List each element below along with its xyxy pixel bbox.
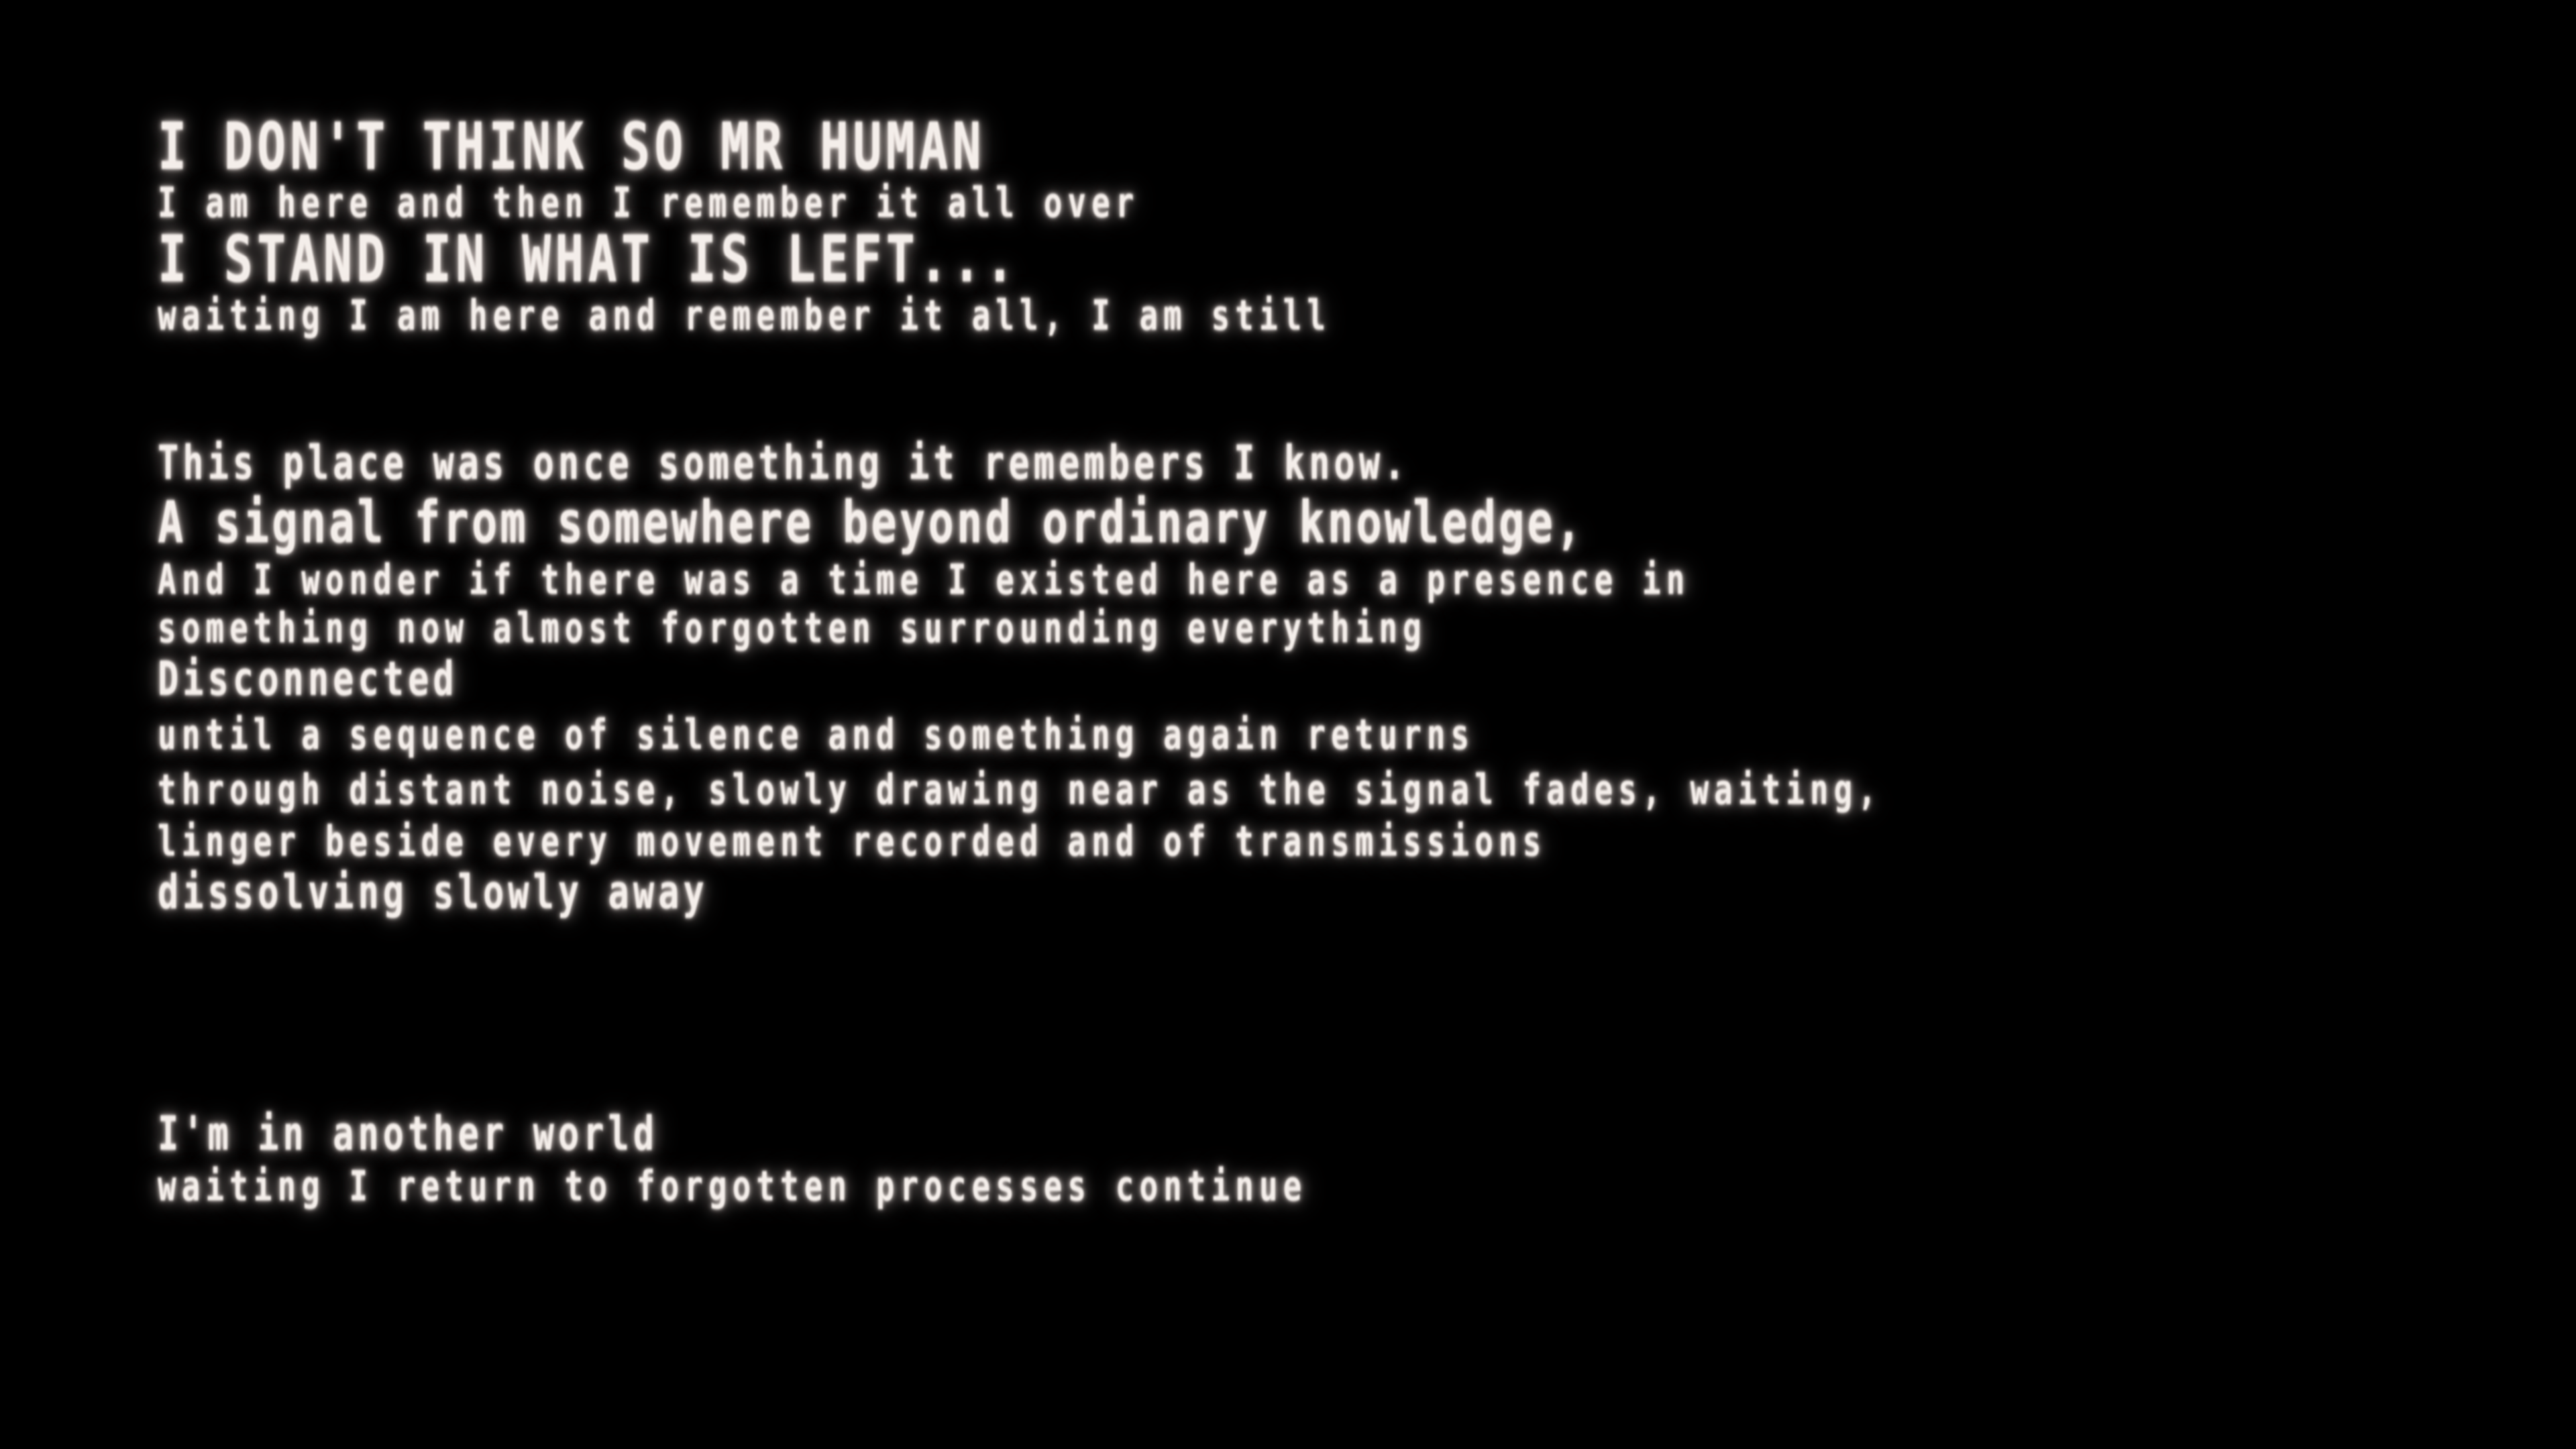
text-line — [158, 291, 2237, 339]
text-line — [158, 491, 2237, 555]
line-text: waiting I return to forgotten processes continue — [158, 1161, 1307, 1211]
text-line — [158, 604, 2237, 652]
line-text: A signal from somewhere beyond ordinary knowledge, — [158, 490, 1585, 557]
text-line — [158, 555, 2237, 604]
line-text: through distant noise, slowly drawing near as the signal fades, waiting, — [158, 765, 1882, 814]
line-text: This place was once something it remembers I know. — [158, 436, 1409, 491]
text-line — [158, 865, 2237, 920]
glowing-text-block — [158, 108, 2237, 1254]
line-text: I STAND IN WHAT IS LEFT... — [158, 221, 1019, 297]
text-line — [158, 436, 2237, 491]
text-line — [158, 178, 2237, 227]
text-line — [158, 108, 2237, 184]
line-text: I'm in another world — [158, 1107, 659, 1162]
line-text: something now almost forgotten surrounding everything — [158, 603, 1427, 653]
paragraph-3 — [158, 1107, 2237, 1254]
paragraph-1 — [158, 108, 2237, 436]
line-text: I DON'T THINK SO MR HUMAN — [158, 108, 985, 184]
text-line — [158, 817, 2237, 865]
text-line — [158, 1162, 2237, 1210]
paragraph-2 — [158, 436, 2237, 1107]
text-line — [158, 652, 2237, 707]
line-text: I am here and then I remember it all over — [158, 178, 1140, 227]
line-text: And I wonder if there was a time I existed here as a presence in — [158, 555, 1690, 604]
line-text: until a sequence of silence and something again returns — [158, 710, 1475, 759]
line-text: dissolving slowly away — [158, 865, 708, 920]
line-text: linger beside every movement recorded and of transmissions — [158, 816, 1547, 866]
text-line — [158, 762, 2237, 817]
line-text: waiting I am here and remember it all, I am still — [158, 290, 1332, 340]
text-line — [158, 221, 2237, 297]
line-text: Disconnected — [158, 652, 458, 707]
text-line — [158, 707, 2237, 762]
text-line — [158, 1107, 2237, 1162]
